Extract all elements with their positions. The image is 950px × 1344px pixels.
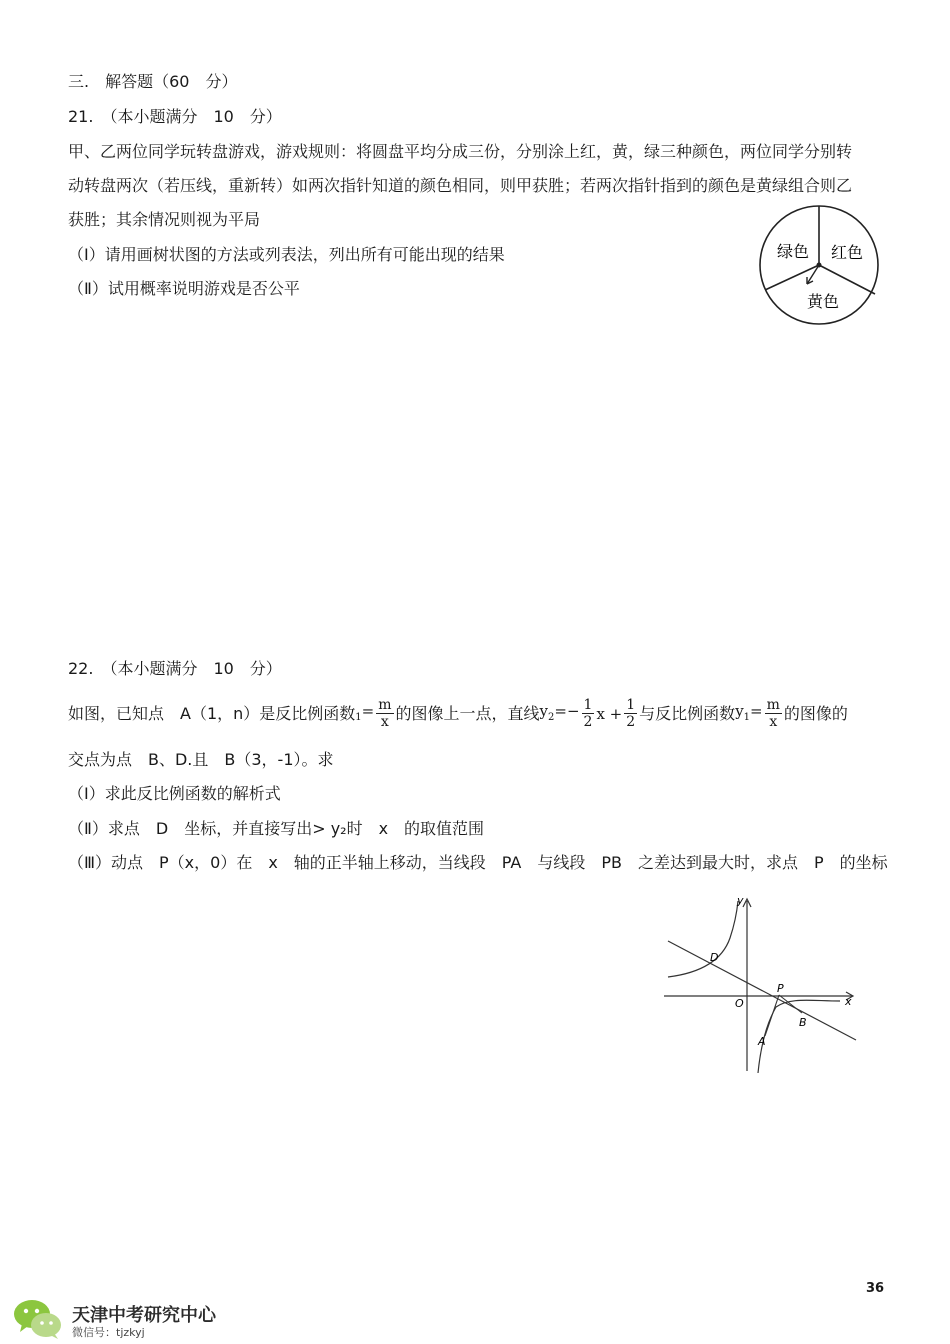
graph-curve-upper-left: [668, 901, 738, 977]
q22-fraction-m-over-x-b: [765, 697, 782, 731]
q22-y2: [540, 701, 580, 728]
q22-plus-x: x +: [596, 705, 623, 723]
spinner-yellow-label: 黄色: [807, 292, 840, 311]
graph-label-b: B: [799, 1016, 807, 1029]
spinner-red-label: 红色: [831, 243, 864, 262]
q22-y1-equals: =: [361, 701, 375, 720]
footer-org-name: 天津中考研究中心: [72, 1305, 216, 1326]
q22-heading: 22. （本小题满分 10 分）: [68, 659, 282, 678]
spinner-divider-right: [819, 265, 875, 294]
q21-part2: （Ⅱ）试用概率说明游戏是否公平: [68, 279, 300, 298]
q22-line1-text-d: 的图像的: [783, 704, 848, 723]
q22-part2: （Ⅱ）求点 D 坐标，并直接写出> y₂时 x 的取值范围: [68, 819, 485, 838]
graph-label-p: P: [777, 982, 784, 995]
q22-half-b-den: 2: [626, 714, 636, 730]
wechat-logo-icon: [12, 1296, 64, 1340]
q22-fraction-half-b: [624, 697, 637, 731]
q22-half-b-num: 1: [626, 697, 636, 713]
section-title: 三. 解答题（60 分）: [68, 72, 238, 91]
q22-y1-eq: [355, 701, 374, 728]
graph-label-y: y: [737, 894, 744, 907]
q21-body-line2: 动转盘两次（若压线，重新转）如两次指针知道的颜色相同，则甲获胜；若两次指针指到的颜色是黄绿组合则乙: [68, 176, 853, 195]
q21-body-line1: 甲、乙两位同学玩转盘游戏，游戏规则：将圆盘平均分成三份，分别涂上红，黄，绿三种颜色，两位同学分别转: [68, 142, 853, 161]
page-number: 36: [866, 1281, 885, 1296]
q22-half-a-den: 2: [583, 714, 593, 730]
graph-label-a: A: [758, 1035, 766, 1048]
graph-segment-pa: [765, 995, 779, 1036]
q22-fraction-half-a: [582, 697, 595, 731]
q22-fraction-m-over-x: [376, 697, 393, 731]
q22-y1b-sub: 1: [743, 711, 751, 723]
q22-y2-sub: 2: [548, 711, 555, 723]
q22-frac-numerator: m: [378, 697, 392, 713]
q22-y2-letter: y: [539, 701, 549, 720]
footer-wechat-id: 微信号：tjzkyj: [72, 1326, 145, 1339]
q22-line2: 交点为点 B、D.且 B（3，-1）。求: [68, 750, 334, 769]
graph-label-x: x: [845, 995, 852, 1008]
q22-frac-b-num: m: [766, 697, 780, 713]
q22-part3: （Ⅲ）动点 P（x，0）在 x 轴的正半轴上移动，当线段 PA 与线段 PB 之差达到最大时，求点 P 的坐标: [68, 853, 888, 872]
q22-half-a-num: 1: [583, 697, 593, 713]
graph-line: [668, 941, 856, 1040]
q22-line1-text-a: 如图，已知点 A（1，n）是反比例函数: [68, 704, 356, 723]
q21-part1: （Ⅰ）请用画树状图的方法或列表法，列出所有可能出现的结果: [68, 245, 505, 264]
q22-y1b-letter: y: [735, 701, 744, 720]
q22-line1-text-c: 与反比例函数: [639, 704, 736, 723]
q22-y1b-equals: =: [750, 701, 763, 720]
spinner-figure: [755, 202, 885, 330]
graph-label-d: D: [710, 951, 719, 964]
graph-label-o: O: [735, 997, 744, 1010]
spinner-green-label: 绿色: [777, 242, 810, 261]
function-graph: [660, 893, 865, 1075]
q22-y1-sub: 1: [355, 711, 362, 723]
q21-body-line3: 获胜；其余情况则视为平局: [68, 210, 261, 229]
q22-line1-text-b: 的图像上一点，直线: [395, 704, 540, 723]
q22-frac-denominator: x: [380, 714, 389, 730]
q22-line1: [68, 691, 848, 737]
q22-y2-eq-minus: =−: [554, 701, 580, 720]
q21-heading: 21. （本小题满分 10 分）: [68, 107, 282, 126]
q22-y1b: [735, 701, 762, 728]
q22-frac-b-den: x: [769, 714, 778, 730]
q22-part1: （Ⅰ）求此反比例函数的解析式: [68, 784, 281, 803]
